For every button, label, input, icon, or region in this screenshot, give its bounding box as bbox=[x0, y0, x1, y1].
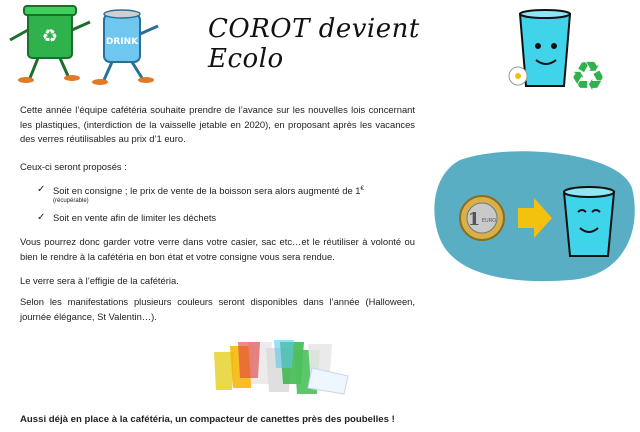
euro-coin-icon bbox=[460, 196, 504, 240]
checkmark-icon: ✓ bbox=[37, 212, 46, 224]
effigy-paragraph: Le verre sera à l’effigie de la cafétéria. bbox=[20, 275, 179, 286]
checkmark-icon: ✓ bbox=[37, 184, 46, 195]
recycle-icon bbox=[570, 54, 606, 100]
options-lead-paragraph: Ceux-ci seront proposés : bbox=[20, 161, 127, 172]
cup-icon bbox=[564, 187, 614, 256]
footer-note: Aussi déjà en place à la cafétéria, un compacteur de canettes près des poubelles ! bbox=[20, 414, 395, 425]
options-list bbox=[37, 183, 417, 230]
smiling-cup-icon bbox=[520, 10, 570, 86]
coin-to-cup-illustration bbox=[430, 148, 640, 288]
daisy-flower-icon bbox=[509, 67, 527, 85]
keep-cup-paragraph: Vous pourrez donc garder votre verre dans votre casier, sac etc…et le réutiliser à volonté ou bien le rendre à la cafétéria en bon état et votre consigne vous sera rendue. bbox=[20, 236, 415, 262]
reusable-cups-illustration bbox=[208, 338, 368, 402]
colored-cups-icon bbox=[214, 340, 348, 394]
recycling-bin-icon bbox=[10, 6, 90, 83]
page-title: COROT devient Ecolo bbox=[208, 14, 420, 74]
smiling-cup-recycle-illustration bbox=[500, 6, 620, 102]
colors-paragraph: Selon les manifestations plusieurs couleurs seront disponibles dans l’année (Halloween, journée élégance, St Valentin…). bbox=[20, 296, 415, 322]
svg-text:♻: ♻ bbox=[570, 54, 606, 100]
intro-paragraph: Cette année l’équipe cafétéria souhaite prendre de l’avance sur les nouvelles lois concernant les plastiques, (interdiction de la vaisselle jetable en 2020), en proposant après les vacances des verres réutilisables au prix d’1 euro. bbox=[20, 104, 415, 145]
can-label: DRINK bbox=[105, 37, 139, 47]
list-item: ✓ Soit en vente afin de limiter les déchets bbox=[37, 212, 217, 224]
svg-text:♻: ♻ bbox=[41, 26, 59, 47]
bullet-note: (récupérable) bbox=[53, 198, 89, 205]
running-bin-and-can-illustration bbox=[0, 0, 180, 86]
coin-label: EURO bbox=[481, 218, 497, 224]
svg-text:1: 1 bbox=[467, 209, 481, 230]
drink-can-icon bbox=[92, 10, 158, 85]
list-item: ✓ Soit en consigne ; le prix de vente de la boisson sera alors augmenté de 1€ (récupérable) bbox=[37, 184, 364, 205]
